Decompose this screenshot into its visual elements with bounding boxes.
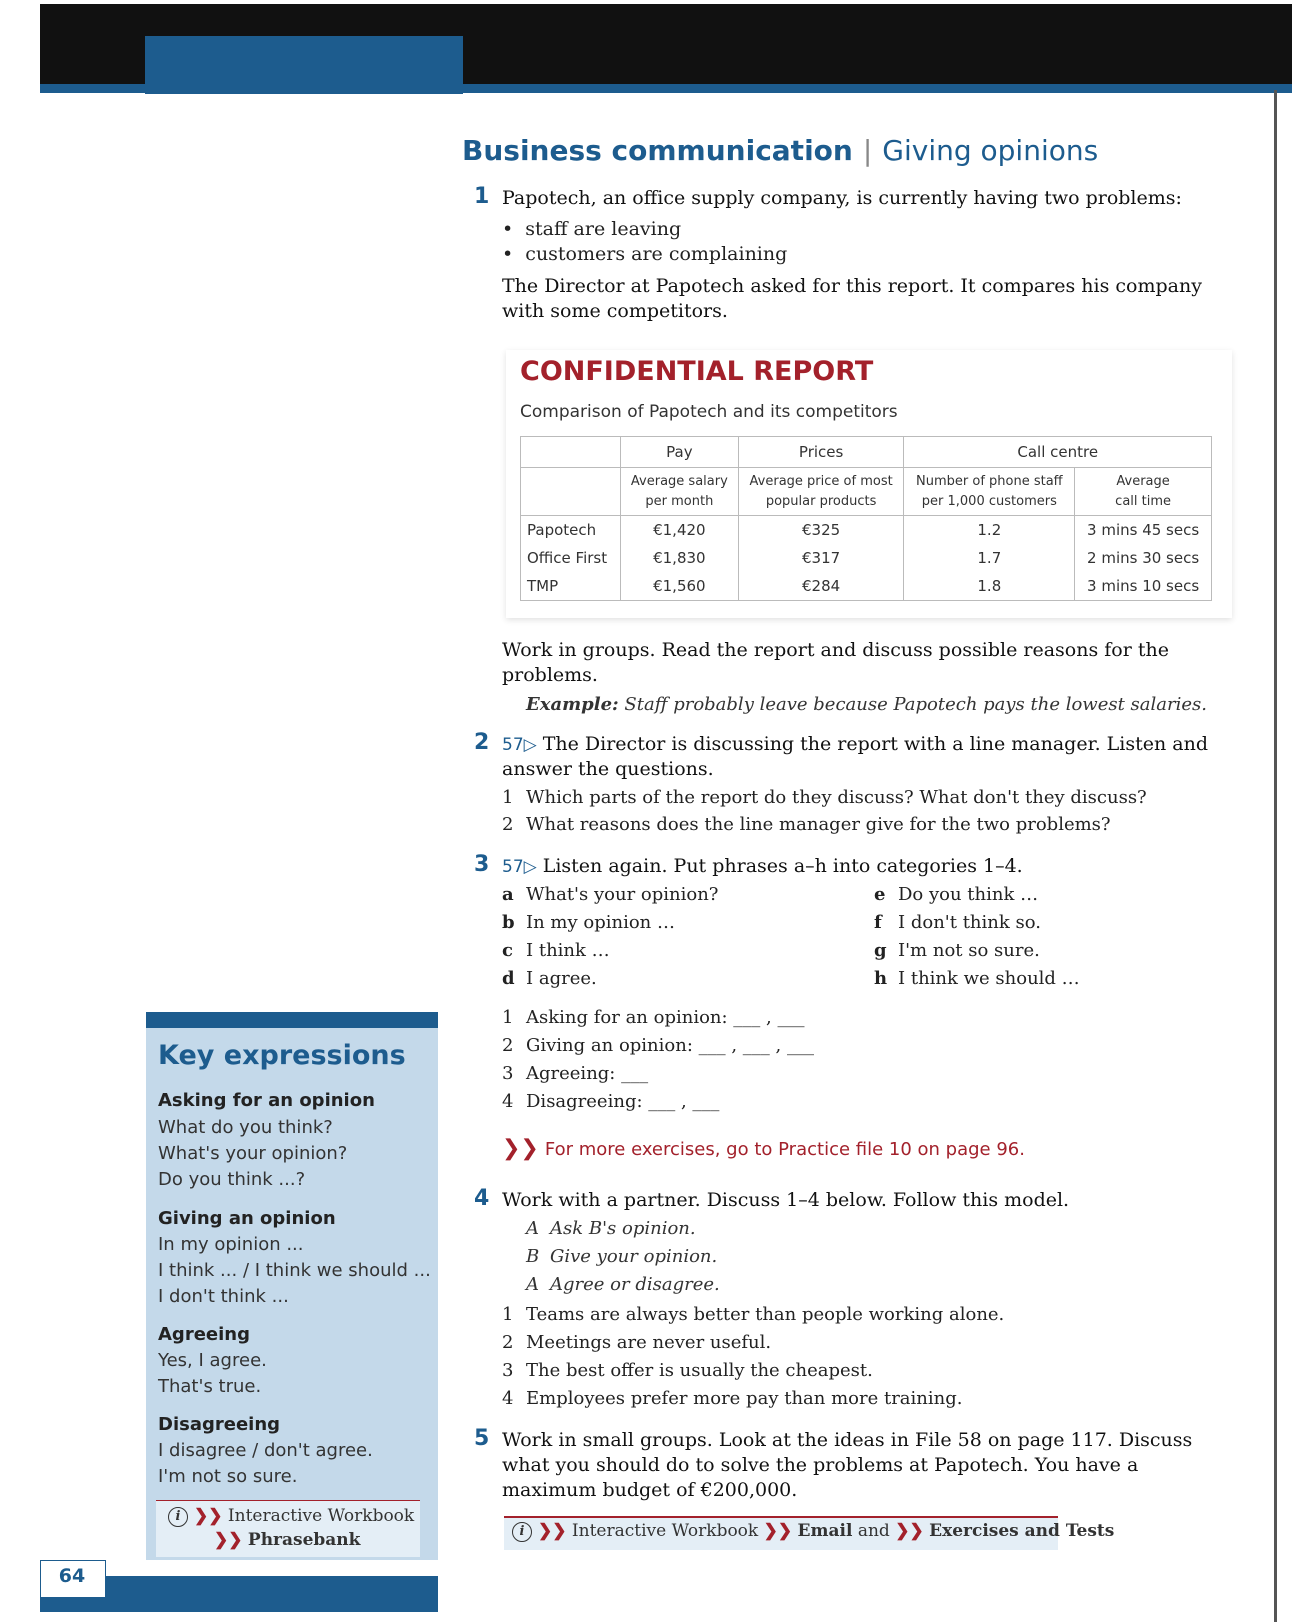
title-sub: Giving opinions — [882, 134, 1099, 167]
expression-line: Yes, I agree. — [158, 1350, 267, 1371]
table-cell: 3 mins 10 secs — [1075, 572, 1212, 601]
bullet-item: • staff are leaving — [502, 218, 682, 240]
exercise-5-line: Work in small groups. Look at the ideas in File 58 on page 117. Discuss — [502, 1429, 1193, 1451]
exercise-number: 4 — [474, 1186, 490, 1211]
key-expressions-bar — [146, 1012, 438, 1028]
category-item: 4 Disagreeing: ___ , ___ — [502, 1091, 720, 1112]
table-row — [521, 516, 1212, 545]
table-header: Prices — [738, 437, 904, 468]
list-item: 1 Which parts of the report do they discuss? What don't they discuss? — [502, 787, 1147, 808]
phrase-item: a What's your opinion? — [502, 884, 719, 905]
exercise-number: 5 — [474, 1426, 490, 1451]
phrase-item: g I'm not so sure. — [874, 940, 1040, 961]
expression-line: What do you think? — [158, 1117, 333, 1138]
bullet-item: • customers are complaining — [502, 243, 788, 265]
report-title: CONFIDENTIAL REPORT — [520, 356, 874, 387]
workbook-links[interactable]: i ❯❯ Interactive Workbook ❯❯ Email and ❯❯ Exercises and Tests — [512, 1521, 1114, 1542]
exercise-number: 1 — [474, 184, 490, 209]
section-heading: Giving an opinion — [158, 1208, 336, 1229]
chevron-icon: ❯❯ — [895, 1521, 924, 1541]
table-row — [521, 544, 1212, 572]
page-number: 64 — [58, 1565, 86, 1587]
table-subheader-row — [521, 468, 1212, 516]
expression-line: I'm not so sure. — [158, 1466, 298, 1487]
table-cell: 1.2 — [904, 516, 1075, 545]
exercise-5-line: maximum budget of €200,000. — [502, 1479, 798, 1501]
category-item: 2 Giving an opinion: ___ , ___ , ___ — [502, 1035, 814, 1056]
table-header: Call centre — [904, 437, 1212, 468]
list-item: 2 What reasons does the line manager give for the two problems? — [502, 814, 1111, 835]
table-cell: €1,830 — [620, 544, 738, 572]
category-item: 3 Agreeing: ___ — [502, 1063, 649, 1084]
list-item: 3 The best offer is usually the cheapest. — [502, 1360, 873, 1381]
chevron-icon: ❯❯ — [538, 1521, 567, 1541]
exercise-2-line: answer the questions. — [502, 758, 714, 780]
table-row-name: Office First — [521, 544, 621, 572]
list-item: 2 Meetings are never useful. — [502, 1332, 772, 1353]
exercise-number: 3 — [474, 852, 490, 877]
page-title — [462, 134, 1098, 167]
table-cell: €284 — [738, 572, 904, 601]
practice-file-link[interactable]: ❯❯ For more exercises, go to Practice file 10 on page 96. — [502, 1136, 1025, 1161]
table-subheader: Average price of most popular products — [738, 468, 904, 516]
category-item: 1 Asking for an opinion: ___ , ___ — [502, 1007, 805, 1028]
model-line: A Agree or disagree. — [526, 1274, 720, 1295]
phrase-item: h I think we should … — [874, 968, 1080, 989]
exercise-3-line: 57▷ Listen again. Put phrases a–h into categories 1–4. — [502, 855, 1023, 877]
workbook-link[interactable]: i ❯❯ Interactive Workbook — [168, 1506, 414, 1527]
table-cell: €325 — [738, 516, 904, 545]
header-tab — [145, 36, 463, 94]
table-cell: 3 mins 45 secs — [1075, 516, 1212, 545]
section-heading: Agreeing — [158, 1324, 250, 1345]
chevron-icon: ❯❯ — [763, 1521, 793, 1541]
info-icon: i — [512, 1522, 532, 1542]
exercise-1-task: problems. — [502, 664, 598, 686]
exercise-number: 2 — [474, 730, 490, 755]
table-row — [521, 572, 1212, 601]
audio-track[interactable]: 57▷ — [502, 857, 537, 877]
table-subheader: Number of phone staff per 1,000 customers — [904, 468, 1075, 516]
table-cell: 1.8 — [904, 572, 1075, 601]
table-header-row — [521, 437, 1212, 468]
table-subheader: Average salary per month — [620, 468, 738, 516]
exercise-1-task: Work in groups. Read the report and discuss possible reasons for the — [502, 639, 1169, 661]
expression-line: In my opinion ... — [158, 1234, 304, 1255]
expression-line: What's your opinion? — [158, 1143, 348, 1164]
model-line: B Give your opinion. — [526, 1246, 718, 1267]
title-separator: | — [862, 134, 873, 167]
table-row-name: TMP — [521, 572, 621, 601]
exercise-1-line: The Director at Papotech asked for this report. It compares his company — [502, 275, 1202, 297]
key-expressions-title: Key expressions — [158, 1040, 406, 1071]
expression-line: I disagree / don't agree. — [158, 1440, 373, 1461]
expression-line: Do you think ...? — [158, 1169, 306, 1190]
list-item: 4 Employees prefer more pay than more training. — [502, 1388, 963, 1409]
phrase-item: d I agree. — [502, 968, 597, 989]
table-cell: €317 — [738, 544, 904, 572]
table-cell — [521, 468, 621, 516]
table-cell: €1,420 — [620, 516, 738, 545]
expression-line: That's true. — [158, 1376, 262, 1397]
page-edge — [1274, 90, 1277, 1622]
list-item: 1 Teams are always better than people working alone. — [502, 1304, 1005, 1325]
section-heading: Asking for an opinion — [158, 1090, 375, 1111]
info-icon: i — [168, 1507, 188, 1527]
phrase-item: f I don't think so. — [874, 912, 1041, 933]
section-heading: Disagreeing — [158, 1414, 281, 1435]
table-cell: €1,560 — [620, 572, 738, 601]
audio-track[interactable]: 57▷ — [502, 735, 537, 755]
table-cell: 2 mins 30 secs — [1075, 544, 1212, 572]
exercise-1-intro: Papotech, an office supply company, is currently having two problems: — [502, 187, 1182, 209]
report-table — [520, 436, 1212, 601]
expression-line: I think ... / I think we should ... — [158, 1260, 431, 1281]
table-subheader: Average call time — [1075, 468, 1212, 516]
chevron-icon: ❯❯ — [502, 1136, 539, 1161]
phrase-item: b In my opinion … — [502, 912, 676, 933]
phrase-item: e Do you think … — [874, 884, 1039, 905]
table-row-name: Papotech — [521, 516, 621, 545]
phrasebank-link[interactable]: ❯❯ Phrasebank — [214, 1530, 361, 1550]
chevron-icon: ❯❯ — [194, 1506, 223, 1526]
table-cell — [521, 437, 621, 468]
model-line: A Ask B's opinion. — [526, 1218, 696, 1239]
table-header: Pay — [620, 437, 738, 468]
table-cell: 1.7 — [904, 544, 1075, 572]
example-line: Example: Staff probably leave because Papotech pays the lowest salaries. — [526, 694, 1207, 715]
chevron-icon: ❯❯ — [214, 1530, 243, 1550]
report-subtitle: Comparison of Papotech and its competitors — [520, 402, 898, 422]
phrase-item: c I think … — [502, 940, 610, 961]
exercise-2-line: 57▷ The Director is discussing the report with a line manager. Listen and — [502, 733, 1208, 755]
exercise-5-line: what you should do to solve the problems at Papotech. You have a — [502, 1454, 1139, 1476]
exercise-4-line: Work with a partner. Discuss 1–4 below. Follow this model. — [502, 1189, 1070, 1211]
expression-line: I don't think ... — [158, 1286, 289, 1307]
exercise-1-line: with some competitors. — [502, 300, 728, 322]
title-main: Business communication — [462, 134, 853, 167]
